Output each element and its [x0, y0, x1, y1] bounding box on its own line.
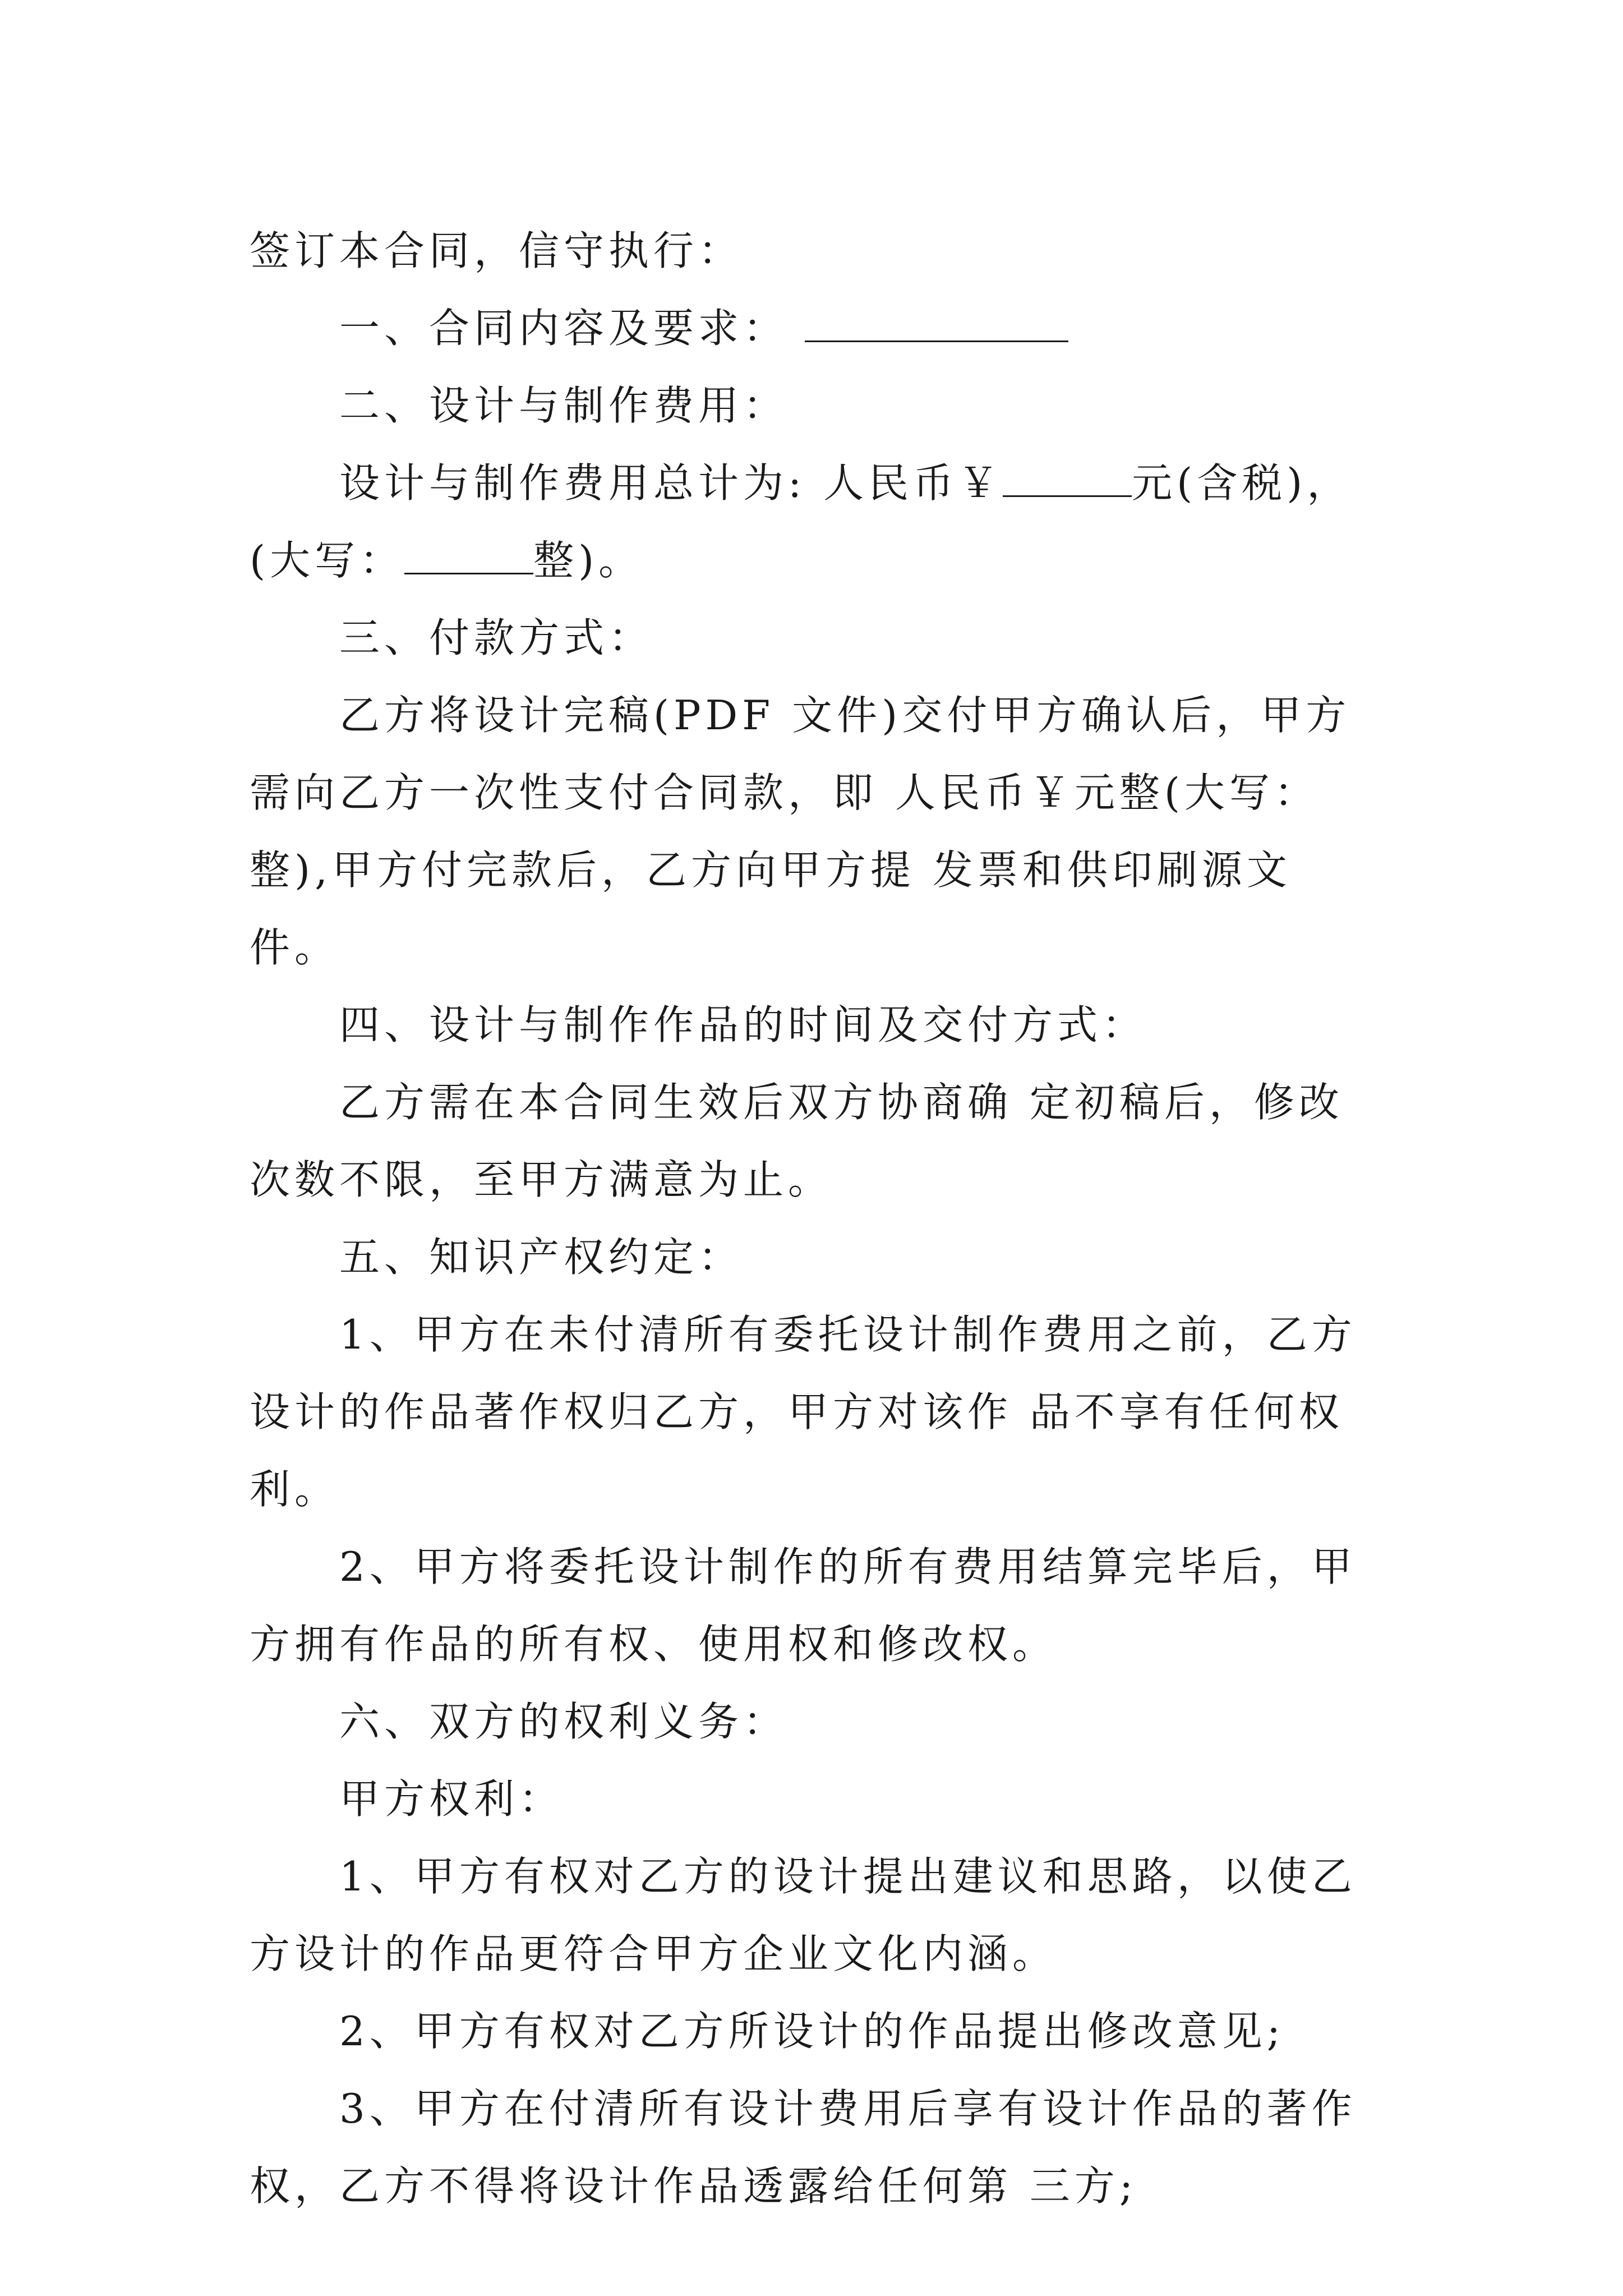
delivery-paragraph: 乙方需在本合同生效后双方协商确 定初稿后，修改次数不限，至甲方满意为止。: [250, 1079, 1344, 1203]
fee-text-b: 元(含税)，(大写：: [250, 459, 1352, 584]
ip-clause-2: 2、甲方将委托设计制作的所有费用结算完毕后，甲方拥有作品的所有权、使用权和修改权。: [250, 1543, 1357, 1668]
section-1-heading: [250, 289, 1377, 367]
section-3-heading: 三、付款方式：: [339, 614, 654, 661]
section-2-heading: 二、设计与制作费用：: [339, 382, 789, 429]
section-4-heading: 四、设计与制作作品的时间及交付方式：: [339, 1001, 1147, 1048]
section-6-heading: 六、双方的权利义务：: [339, 1698, 789, 1745]
ip-clause-1: 1、甲方在未付清所有委托设计制作费用之前，乙方设计的作品著作权归乙方，甲方对该作 品不享有任何权利。: [250, 1311, 1357, 1513]
amount-blank: [1003, 464, 1132, 497]
payment-paragraph: 乙方将设计完稿(PDF 文件)交付甲方确认后，甲方需向乙方一次性支付合同款，即 人民币￥元整(大写：整),甲方付完款后，乙方向甲方提 发票和供印刷源文件。: [250, 692, 1351, 971]
fee-text-a: 设计与制作费用总计为: 人民币￥: [339, 459, 1003, 507]
paragraph-intro: 签订本合同，信守执行：: [250, 227, 744, 274]
party-a-right-3: 3、甲方在付清所有设计费用后享有设计作品的著作权，乙方不得将设计作品透露给任何第 三方;: [250, 2085, 1357, 2210]
section-5-heading: 五、知识产权约定：: [339, 1234, 744, 1281]
content-blank: [805, 309, 1068, 342]
party-a-right-2: 2、甲方有权对乙方所设计的作品提出修改意见;: [339, 2008, 1285, 2055]
amount-words-blank: [404, 541, 533, 574]
party-a-right-1: 1、甲方有权对乙方的设计提出建议和思路，以使乙方设计的作品更符合甲方企业文化内涵。: [250, 1853, 1357, 1977]
fee-paragraph: [250, 444, 1377, 599]
section-1-label: 一、合同内容及要求：: [339, 305, 789, 352]
contract-body: [250, 212, 1377, 2225]
fee-text-c: 整)。: [533, 537, 644, 584]
party-a-rights-heading: 甲方权利：: [339, 1775, 564, 1823]
